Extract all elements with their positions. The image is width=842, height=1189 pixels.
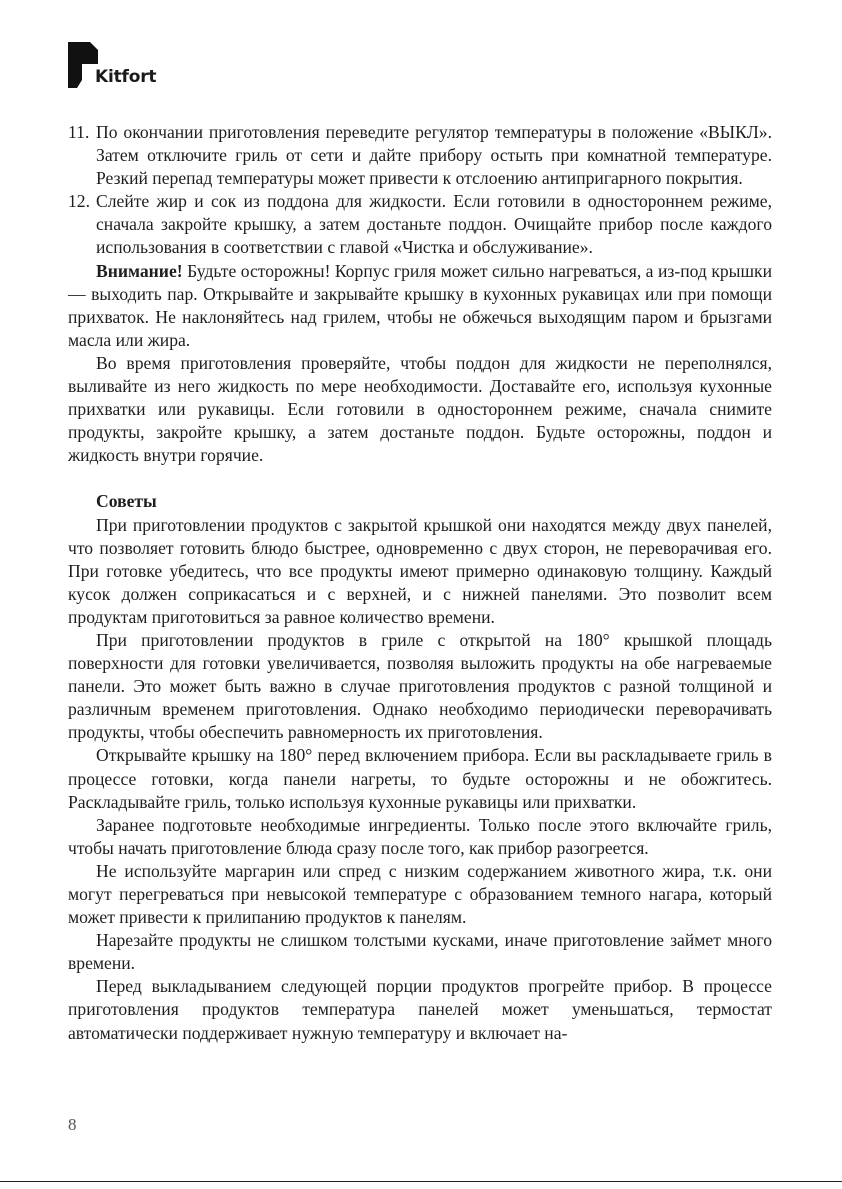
tips-section bbox=[68, 490, 772, 1044]
warning-paragraph bbox=[68, 260, 772, 352]
warning-label: Внимание! bbox=[96, 260, 183, 281]
paragraph: Во время приготовления проверяйте, чтобы поддон для жидкости не переполнялся, выливайте из него жидкость по мере необходимости. Доставайте его, используя кухонные прихватки или рукавицы. Если готовили в одностороннем режиме, сначала снимите продукты, закройте крышку, а затем достаньте поддон. Будьте осторожны, поддон и жидкость внутри горячие. bbox=[68, 352, 772, 466]
list-item-number: 12. bbox=[68, 191, 90, 212]
brand-name: Kitfort bbox=[95, 67, 157, 87]
paragraph: Перед выкладыванием следующей порции продуктов прогрейте прибор. В процессе приготовления продуктов температура панелей может уменьшаться, термостат автоматически поддерживает нужную температуру и включает на- bbox=[68, 976, 772, 1043]
list-item bbox=[68, 190, 772, 259]
list-item-text: Слейте жир и сок из поддона для жидкости. Если готовили в одностороннем режиме, сначала закройте крышку, а затем достаньте поддон. Очищайте прибор после каждого использования в соответствии с главой «Чистка и обслуживание». bbox=[96, 191, 772, 258]
page-number: 8 bbox=[68, 1115, 77, 1134]
paragraph: Нарезайте продукты не слишком толстыми кусками, иначе приготовление займет много времени. bbox=[68, 930, 772, 974]
list-item-number: 11. bbox=[68, 122, 90, 142]
bottom-rule bbox=[0, 1181, 842, 1182]
section-heading: Советы bbox=[96, 491, 157, 512]
list-item bbox=[68, 121, 772, 190]
page-content bbox=[68, 121, 772, 1045]
paragraph: Открывайте крышку на 180° перед включением прибора. Если вы раскладываете гриль в процессе готовки, когда панели нагреты, то будьте осторожны и не обожгитесь. Раскладывайте гриль, только используя кухонные рукавицы или прихватки. bbox=[68, 745, 772, 812]
paragraph: При приготовлении продуктов в гриле с открытой на 180° крышкой площадь поверхности для готовки увеличивается, позволяя выложить продукты на обе нагреваемые панели. Это может быть важно в случае приготовления продуктов с разной толщиной и различным временем приготовления. Однако необходимо периодически переворачивать продукты, чтобы обеспечить равномерность их приготовления. bbox=[68, 629, 772, 743]
paragraph: Заранее подготовьте необходимые ингредиенты. Только после этого включайте гриль, чтобы начать приготовление блюда сразу после того, как прибор разогреется. bbox=[68, 814, 772, 858]
paragraph: Не используйте маргарин или спред с низким содержанием животного жира, т.к. они могут перегреваться при невысокой температуре с образованием темного нагара, который может привести к прилипанию продуктов к панелям. bbox=[68, 860, 772, 928]
kitfort-logo-icon bbox=[68, 42, 98, 88]
warning-text: Будьте осторожны! Корпус гриля может сильно нагреваться, а из-под крышки — выходить пар. Открывайте и закрывайте крышку в кухонных рукавицах или при помощи прихваток. Не наклоняйтесь над грилем, чтобы не обжечься выходящим паром и брызгами масла или жира. bbox=[68, 260, 772, 350]
list-item-text: По окончании приготовления переведите регулятор температуры в положение «ВЫКЛ». Затем отключите гриль от сети и дайте прибору остыть при комнатной температуре. Резкий перепад температуры может привести к отслоению антипригарного покрытия. bbox=[96, 122, 772, 189]
kitfort-logo bbox=[68, 42, 188, 88]
paragraph: При приготовлении продуктов с закрытой крышкой они находятся между двух панелей, что позволяет готовить блюдо быстрее, одновременно с двух сторон, не переворачивая его. При готовке убедитесь, что все продукты имеют примерно одинаковую толщину. Каждый кусок должен соприкасаться и с верхней, и с нижней панелями. Это позволит всем продуктам приготовиться за равное количество времени. bbox=[68, 514, 772, 627]
